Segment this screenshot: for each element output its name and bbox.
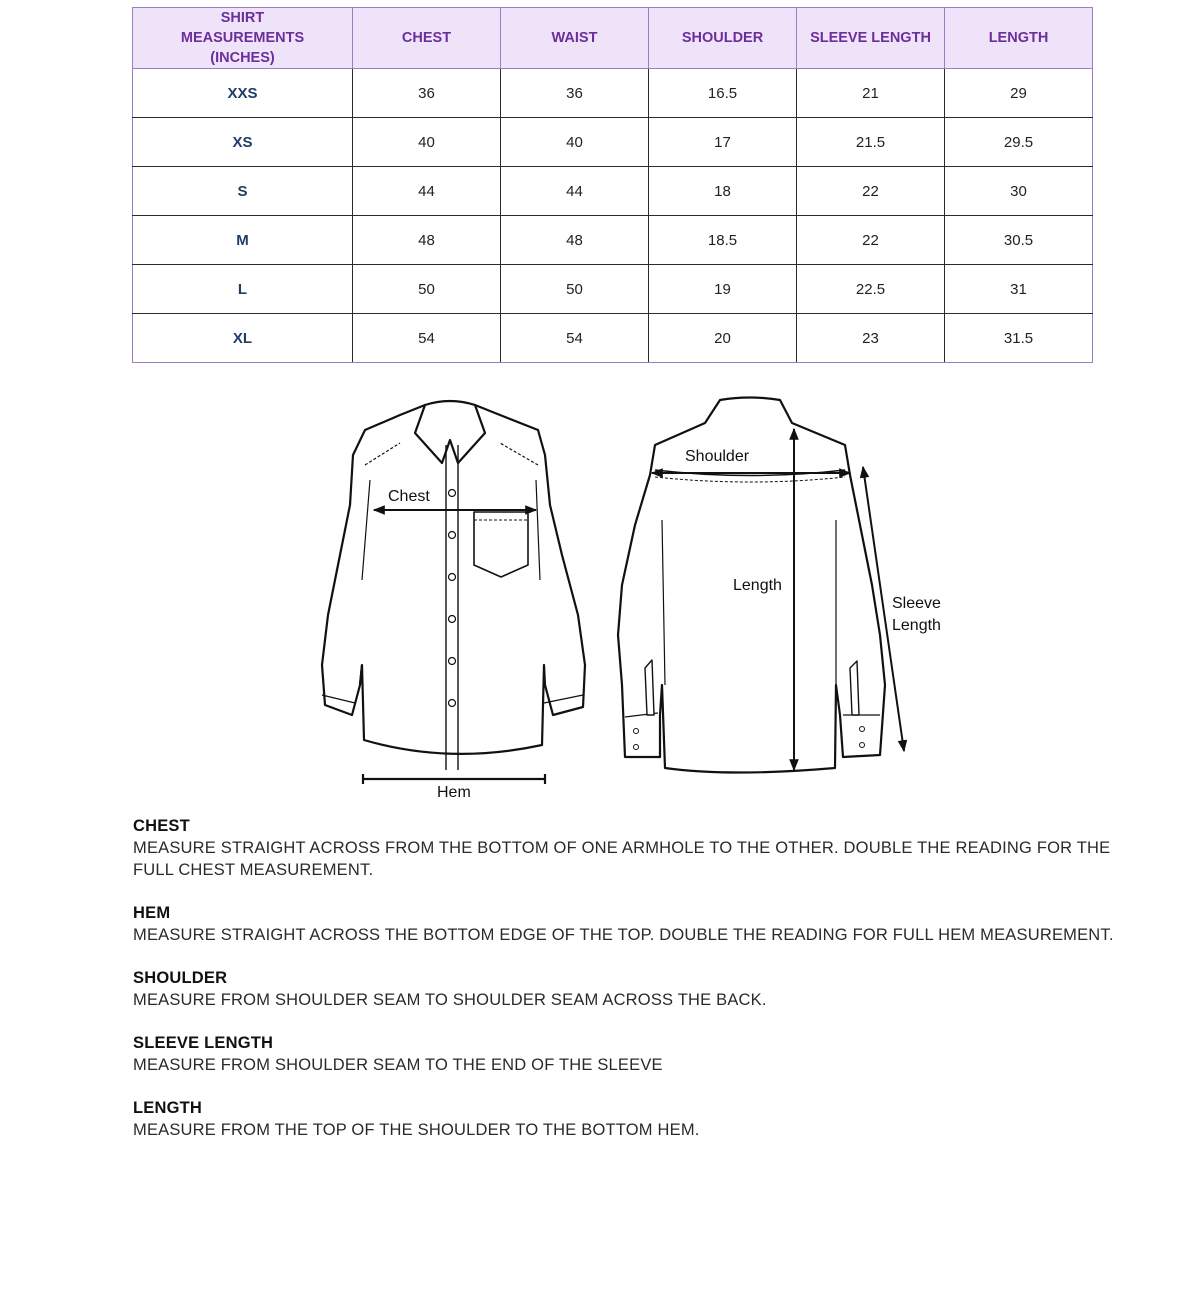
header-chest: CHEST <box>353 8 501 69</box>
instruction-text: MEASURE STRAIGHT ACROSS FROM THE BOTTOM OF ONE ARMHOLE TO THE OTHER. DOUBLE THE READING FOR THE FULL CHEST MEASUREMENT. <box>133 839 1111 879</box>
table-row <box>133 216 1093 265</box>
sleeve-length-cell: 22 <box>797 167 945 216</box>
instruction-title: HEM <box>133 904 171 922</box>
instruction-title: SHOULDER <box>133 969 228 987</box>
waist-cell: 48 <box>501 216 649 265</box>
size-cell: XXS <box>133 69 353 118</box>
measurement-instructions <box>133 815 1133 1162</box>
sleeve-length-cell: 22 <box>797 216 945 265</box>
table-header-row <box>133 8 1093 69</box>
size-cell: M <box>133 216 353 265</box>
instruction-chest <box>133 815 1133 881</box>
instruction-text: MEASURE STRAIGHT ACROSS THE BOTTOM EDGE OF THE TOP. DOUBLE THE READING FOR FULL HEM MEASUREMENT. <box>133 926 1114 944</box>
waist-cell: 54 <box>501 314 649 363</box>
size-chart-table <box>132 7 1093 363</box>
header-length: LENGTH <box>945 8 1093 69</box>
chest-cell: 54 <box>353 314 501 363</box>
shoulder-cell: 20 <box>649 314 797 363</box>
table-row <box>133 69 1093 118</box>
chest-cell: 44 <box>353 167 501 216</box>
sleeve-length-label <box>892 593 941 637</box>
instruction-length <box>133 1097 1133 1141</box>
instruction-shoulder <box>133 967 1133 1011</box>
size-cell: XL <box>133 314 353 363</box>
shoulder-label: Shoulder <box>685 448 750 465</box>
instruction-sleeve-length <box>133 1032 1133 1076</box>
hem-label: Hem <box>437 784 471 801</box>
waist-cell: 36 <box>501 69 649 118</box>
waist-cell: 40 <box>501 118 649 167</box>
instruction-title: CHEST <box>133 817 190 835</box>
sleeve-length-cell: 21.5 <box>797 118 945 167</box>
length-cell: 29.5 <box>945 118 1093 167</box>
chest-cell: 50 <box>353 265 501 314</box>
header-sleeve-length: SLEEVE LENGTH <box>797 8 945 69</box>
chest-cell: 48 <box>353 216 501 265</box>
instruction-text: MEASURE FROM SHOULDER SEAM TO SHOULDER SEAM ACROSS THE BACK. <box>133 991 767 1009</box>
front-shirt <box>322 401 585 770</box>
size-cell: S <box>133 167 353 216</box>
instruction-title: SLEEVE LENGTH <box>133 1034 274 1052</box>
shoulder-cell: 19 <box>649 265 797 314</box>
waist-cell: 44 <box>501 167 649 216</box>
sleeve-length-cell: 23 <box>797 314 945 363</box>
table-row <box>133 167 1093 216</box>
length-cell: 31 <box>945 265 1093 314</box>
instruction-hem <box>133 902 1133 946</box>
header-measurements: SHIRT MEASUREMENTS (INCHES) <box>133 8 353 69</box>
waist-cell: 50 <box>501 265 649 314</box>
length-cell: 29 <box>945 69 1093 118</box>
table-row <box>133 118 1093 167</box>
header-shoulder: SHOULDER <box>649 8 797 69</box>
instruction-text: MEASURE FROM THE TOP OF THE SHOULDER TO THE BOTTOM HEM. <box>133 1121 700 1139</box>
shoulder-cell: 16.5 <box>649 69 797 118</box>
chest-cell: 40 <box>353 118 501 167</box>
sleeve-label-line1: Sleeve <box>892 595 941 612</box>
shirt-illustration <box>300 385 920 810</box>
table-row <box>133 314 1093 363</box>
shoulder-cell: 18 <box>649 167 797 216</box>
size-cell: XS <box>133 118 353 167</box>
sleeve-label-line2: Length <box>892 617 941 634</box>
chest-cell: 36 <box>353 69 501 118</box>
chest-label: Chest <box>388 488 430 505</box>
sleeve-length-cell: 21 <box>797 69 945 118</box>
length-cell: 31.5 <box>945 314 1093 363</box>
sleeve-length-cell: 22.5 <box>797 265 945 314</box>
size-cell: L <box>133 265 353 314</box>
table-row <box>133 265 1093 314</box>
shoulder-cell: 18.5 <box>649 216 797 265</box>
instruction-title: LENGTH <box>133 1099 203 1117</box>
length-cell: 30 <box>945 167 1093 216</box>
shirt-measurement-diagram <box>300 385 941 810</box>
length-cell: 30.5 <box>945 216 1093 265</box>
header-waist: WAIST <box>501 8 649 69</box>
shoulder-cell: 17 <box>649 118 797 167</box>
length-label: Length <box>733 577 782 594</box>
instruction-text: MEASURE FROM SHOULDER SEAM TO THE END OF THE SLEEVE <box>133 1056 663 1074</box>
